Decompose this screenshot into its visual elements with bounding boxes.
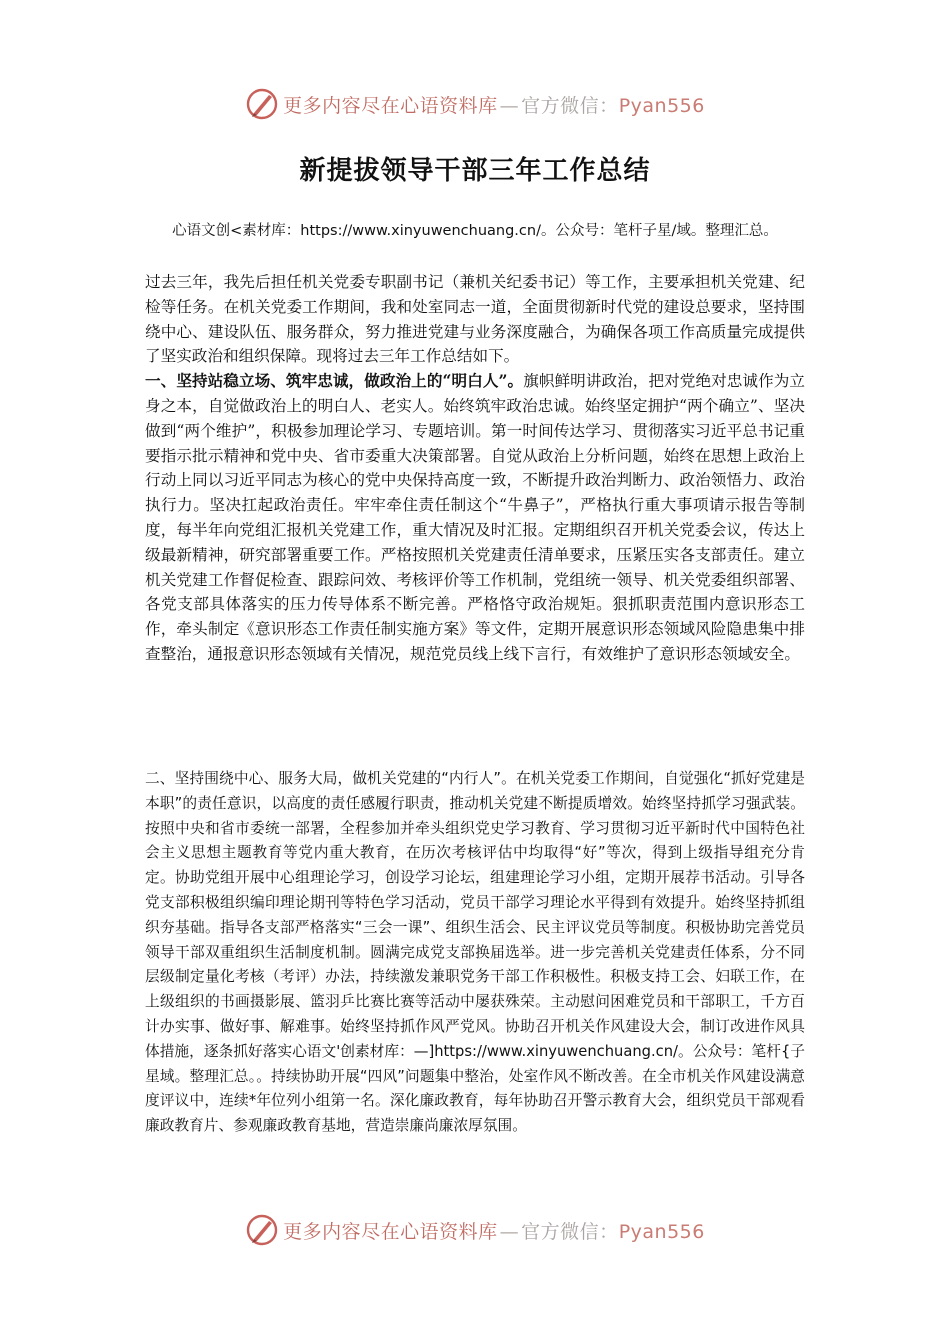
- intro-paragraph: 过去三年，我先后担任机关党委专职副书记（兼机关纪委书记）等工作，主要承担机关党建、纪检等任务。在机关党委工作期间，我和处室同志一道，全面贯彻新时代党的建设总要求，坚持围绕中心、建设队伍、服务群众，努力推进党建与业务深度融合，为确保各项工作高质量完成提供了坚实政治和组织保障。现将过去三年工作总结如下。: [145, 273, 805, 366]
- document-title: 新提拔领导干部三年工作总结: [299, 156, 651, 186]
- source-line: 心语文创<素材库：https://www.xinyuwenchuang.cn/。公众号：笔杆子星/域。整理汇总。: [172, 223, 778, 239]
- banner-main-text: 更多内容尽在心语资料库: [283, 94, 498, 117]
- body-serif-section: [145, 270, 805, 667]
- section2-paragraph: 二、坚持围绕中心、服务大局，做机关党建的“内行人”。在机关党委工作期间，自觉强化“抓好党建是本职”的责任意识，以高度的责任感履行职责，推动机关党建不断提质增效。始终坚持抓学习强武装。按照中央和省市委统一部署，全程参加并牵头组织党史学习教育、学习贯彻习近平新时代中国特色社会主义思想主题教育等党内重大教育，在历次考核评估中均取得“好”等次，得到上级指导组充分肯定。协助党组开展中心组理论学习，创设学习论坛，组建理论学习小组，定期开展荐书活动。引导各党支部积极组织编印理论期刊等特色学习活动，党员干部学习理论水平得到有效提升。始终坚持抓组织夯基础。指导各支部严格落实“三会一课”、组织生活会、民主评议党员等制度。积极协助完善党员领导干部双重组织生活制度机制。圆满完成党支部换届选举。进一步完善机关党建责任体系，分不同层级制定量化考核（考评）办法，持续激发兼职党务干部工作积极性。积极支持工会、妇联工作，在上级组织的书画摄影展、篮羽乒比赛比赛等活动中屡获殊荣。主动慰问困难党员和干部职工，千方百计办实事、做好事、解难事。始终坚持抓作风严党风。协助召开机关作风建设大会，制订改进作风具体措施，逐条抓好落实心语文'创素材库：—]https://www.xinyuwenchuang.cn/。公众号：笔杆{子星域。整理汇总。。持续协助开展“四风”问题集中整治，处室作风不断改善。在全市机关作风建设满意度评议中，连续*年位列小组第一名。深化廉政教育，每年协助召开警示教育大会，组织党员干部观看廉政教育片、参观廉政教育基地，营造崇廉尚廉浓厚氛围。: [145, 770, 805, 1135]
- pen-circle-logo-icon: [245, 1213, 279, 1247]
- banner-main-text: 更多内容尽在心语资料库: [283, 1220, 498, 1243]
- banner-official-label: 官方微信：: [521, 94, 619, 117]
- section1-text: 旗帜鲜明讲政治，把对党绝对忠诚作为立身之本，自觉做政治上的明白人、老实人。始终筑牢政治忠诚。始终坚定拥护“两个确立”、坚决做到“两个维护”，积极参加理论学习、专题培训。第一时间传达学习、贯彻落实习近平总书记重要指示批示精神和党中央、省市委重大决策部署。自觉从政治上分析问题，始终在思想上政治上行动上同以习近平同志为核心的党中央保持高度一致，不断提升政治判断力、政治领悟力、政治执行力。坚决扛起政治责任。牢牢牵住责任制这个“牛鼻子”，严格执行重大事项请示报告等制度，每半年向党组汇报机关党建工作，重大情况及时汇报。定期组织召开机关党委会议，传达上级最新精神，研究部署重要工作。严格按照机关党建责任清单要求，压紧压实各支部责任。建立机关党建工作督促检查、跟踪问效、考核评价等工作机制，党组统一领导、机关党委组织部署、各党支部具体落实的压力传导体系不断完善。严格恪守政治规矩。狠抓职责范围内意识形态工作，牵头制定《意识形态工作责任制实施方案》等文件，定期开展意识形态领域风险隐患集中排查整治，通报意识形态领域有关情况，规范党员线上线下言行，有效维护了意识形态领域安全。: [145, 372, 805, 663]
- section1-paragraph: [145, 369, 805, 667]
- banner-separator: —: [499, 1220, 520, 1243]
- banner-wechat-id: Pyan556: [618, 1220, 705, 1243]
- header-banner: [0, 84, 950, 124]
- body-sans-section: [145, 767, 805, 1139]
- pen-circle-logo-icon: [245, 87, 279, 121]
- banner-official-label: 官方微信：: [521, 1220, 619, 1243]
- banner-separator: —: [499, 94, 520, 117]
- banner-wechat-id: Pyan556: [618, 94, 705, 117]
- footer-banner: [0, 1210, 950, 1250]
- section1-heading: 一、坚持站稳立场、筑牢忠诚，做政治上的“明白人”。: [145, 371, 524, 391]
